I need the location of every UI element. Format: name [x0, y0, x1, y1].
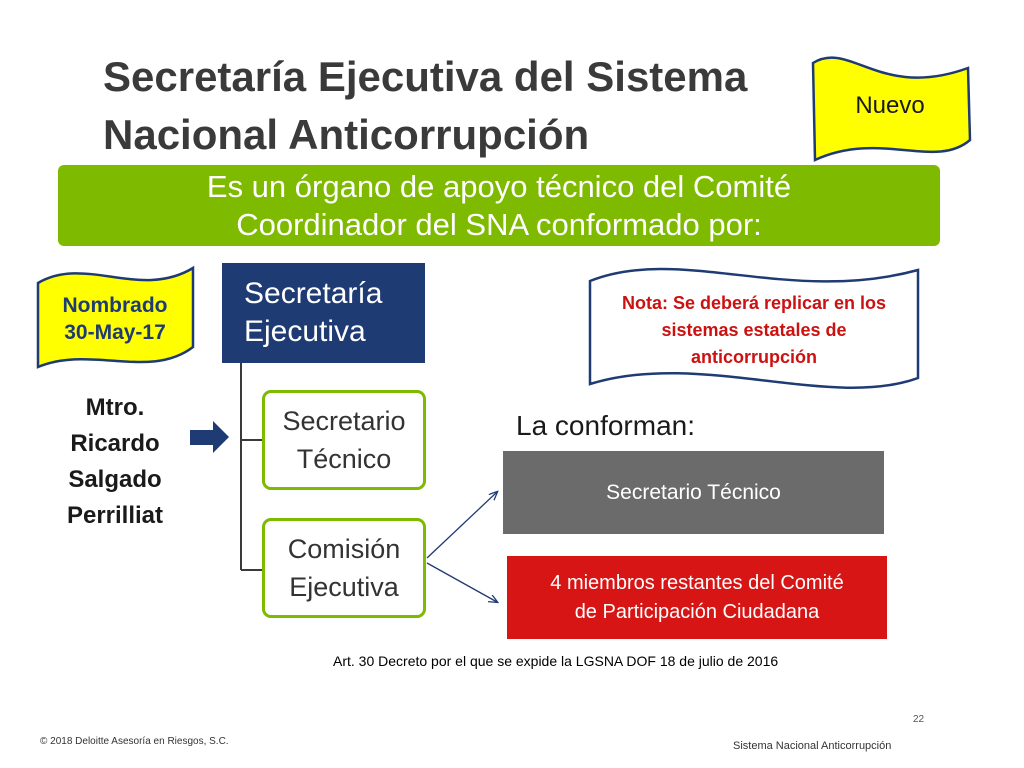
ciudadana-members-box [507, 556, 887, 639]
appointed-line-2: 30-May-17 [64, 321, 166, 344]
child2-line-1: Comisión [287, 534, 401, 564]
note-text [598, 290, 910, 371]
org-chart-connectors [241, 363, 262, 570]
person-line-4: Perrilliat [66, 502, 164, 529]
title-line-1: Secretaría Ejecutiva del Sistema [103, 53, 748, 100]
secretaria-ejecutiva-box [222, 263, 425, 363]
copyright-text: © 2018 Deloitte Asesoría en Riesgos, S.C. [40, 736, 229, 747]
person-arrow-shape [190, 421, 229, 453]
secretario-tecnico-member-box: Secretario Técnico [503, 451, 884, 534]
legal-reference: Art. 30 Decreto por el que se expide la LGSNA DOF 18 de julio de 2016 [333, 653, 779, 669]
appointed-badge [40, 292, 190, 346]
banner-line-2: Coordinador del SNA conformado por: [236, 206, 762, 242]
green-banner [58, 165, 940, 246]
page-number: 22 [913, 714, 925, 725]
person-line-2: Ricardo [70, 430, 160, 457]
person-line-1: Mtro. [85, 394, 145, 421]
person-line-3: Salgado [68, 466, 162, 493]
note-line-3: anticorrupción [690, 347, 817, 367]
child2-line-2: Ejecutiva [289, 572, 399, 602]
banner-line-1: Es un órgano de apoyo técnico del Comité [206, 168, 792, 204]
arrow-to-red [427, 563, 497, 602]
comision-ejecutiva-box [262, 518, 426, 618]
root-line-2: Ejecutiva [244, 315, 366, 348]
secretario-tecnico-box [262, 390, 426, 490]
child1-line-1: Secretario [282, 406, 406, 436]
child1-line-2: Técnico [296, 444, 392, 474]
root-line-1: Secretaría [244, 277, 383, 310]
title-line-2: Nacional Anticorrupción [103, 111, 590, 158]
note-line-2: sistemas estatales de [661, 320, 847, 340]
red-line-1: 4 miembros restantes del Comité [550, 571, 844, 594]
red-line-2: de Participación Ciudadana [574, 600, 820, 623]
arrow-to-gray [427, 492, 497, 558]
appointed-line-1: Nombrado [62, 294, 168, 317]
person-name [45, 390, 185, 534]
new-badge: Nuevo [855, 92, 925, 119]
footer-title: Sistema Nacional Anticorrupción [733, 740, 892, 752]
note-line-1: Nota: Se deberá replicar en los [621, 293, 887, 313]
conforman-label: La conforman: [516, 410, 695, 441]
